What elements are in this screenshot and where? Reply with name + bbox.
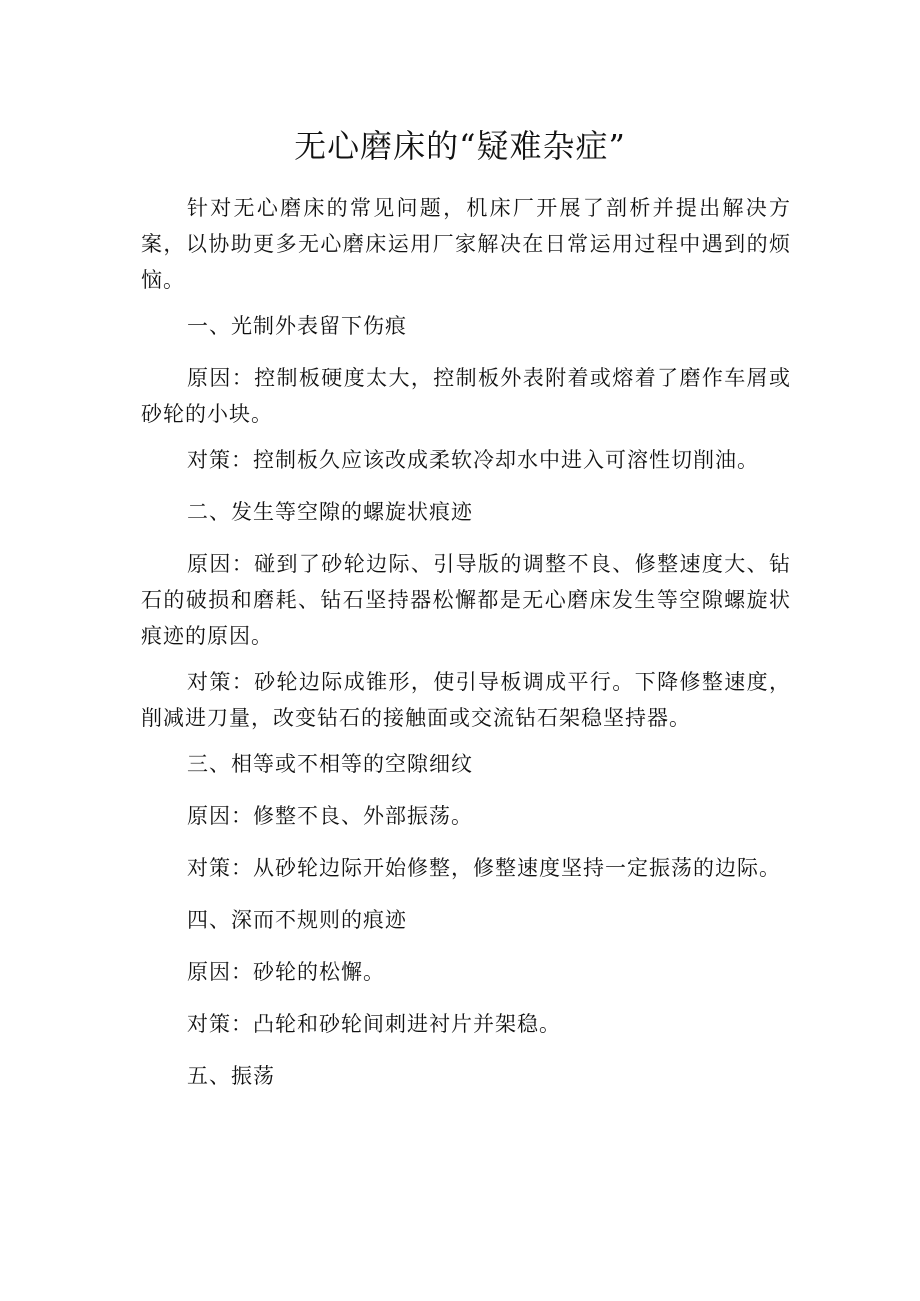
paragraph-intro: 针对无心磨床的常见问题，机床厂开展了剖析并提出解决方案，以协助更多无心磨床运用厂家解决在日常运用过程中遇到的烦恼。 — [141, 196, 791, 292]
paragraph-cause-3: 原因：修整不良、外部振荡。 — [187, 804, 473, 828]
paragraph-solution-3: 对策：从砂轮边际开始修整，修整速度坚持一定振荡的边际。 — [187, 856, 781, 880]
document-body — [141, 190, 791, 1110]
paragraph-cause-2: 原因：碰到了砂轮边际、引导版的调整不良、修整速度大、钻石的破损和磨耗、钻石坚持器松懈都是无心磨床发生等空隙螺旋状痕迹的原因。 — [141, 552, 791, 648]
paragraph-cause-4: 原因：砂轮的松懈。 — [187, 960, 385, 984]
section-heading-2: 二、发生等空隙的螺旋状痕迹 — [187, 500, 473, 524]
section-heading-4: 四、深而不规则的痕迹 — [187, 908, 407, 932]
paragraph-solution-4: 对策：凸轮和砂轮间刺进衬片并架稳。 — [187, 1012, 561, 1036]
paragraph-solution-1: 对策：控制板久应该改成柔软冷却水中进入可溶性切削油。 — [187, 448, 759, 472]
page-title: 无心磨床的“疑难杂症” — [294, 127, 626, 165]
paragraph-cause-1: 原因：控制板硬度太大，控制板外表附着或熔着了磨作车屑或砂轮的小块。 — [141, 366, 791, 426]
section-heading-1: 一、光制外表留下伤痕 — [187, 314, 407, 338]
section-heading-5: 五、振荡 — [187, 1064, 275, 1088]
paragraph-solution-2: 对策：砂轮边际成锥形，使引导板调成平行。下降修整速度，削减进刀量，改变钻石的接触面或交流钻石架稳坚持器。 — [141, 670, 791, 730]
section-heading-3: 三、相等或不相等的空隙细纹 — [187, 752, 473, 776]
